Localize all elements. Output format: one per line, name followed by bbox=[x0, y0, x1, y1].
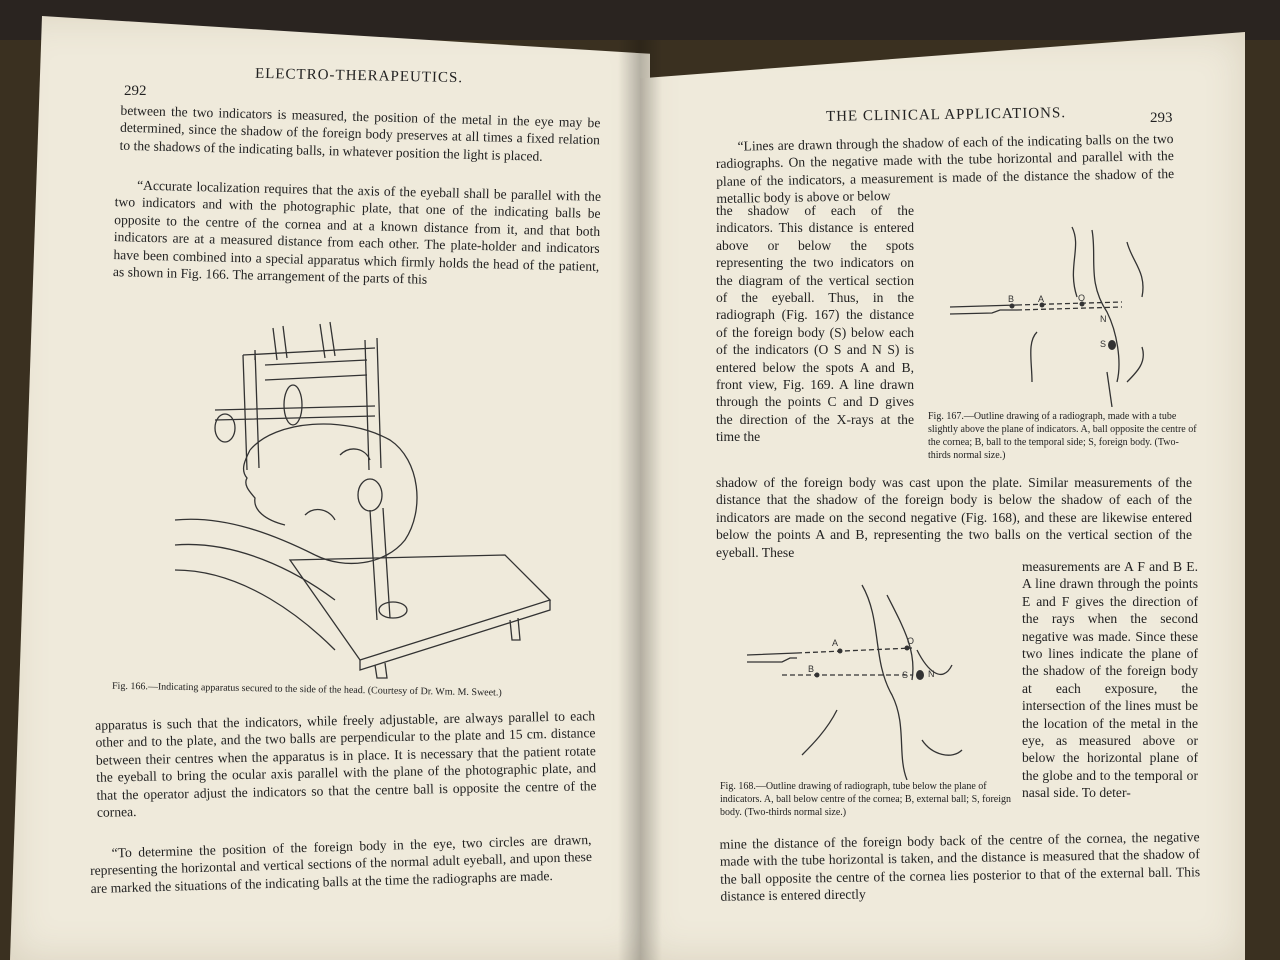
right-paragraph-1-narrow: the shadow of each of the indicators. This distance is entered above or below the spots representing the two indicators on the diagram of the vertical section of the eyeball. Thus, in the radiograph (Fig. 167) the distance of the foreign body (S) below each of the indicators (O S and N S) is entered below the spots A and B, front view, Fig. 169. A line drawn through the points C and D gives the direction of the X-rays at the time the bbox=[716, 203, 914, 445]
fig-167-caption: Fig. 167.—Outline drawing of a radiograph, made with a tube slightly above the plane of indicators. A, ball opposite the centre of the cornea; B, ball to the temporal side; S, foreign body. (Two-thirds normal size.) bbox=[928, 411, 1197, 461]
fig168-label-s: S bbox=[902, 670, 909, 680]
left-paragraph-3: apparatus is such that the indicators, while freely adjustable, are always parallel to each other and to the plate, and the two balls are perpendicular to the plate and 15 cm. distance between their centres when the apparatus is in place. It is necessary that the patient rotate the eyeball to bring the ocular axis parallel with the plane of the photographic plate, and that the operator adjust the indicators so that the centre ball is opposite the centre of the cornea. bbox=[95, 708, 597, 820]
left-paragraph-1: between the two indicators is measured, the position of the metal in the eye may be determined, since the shadow of the foreign body preserves at all times a fixed relation to the shadows of the indicating balls, in whatever position the light is placed. bbox=[119, 102, 601, 164]
right-paragraph-1-full: “Lines are drawn through the shadow of each of the indicating balls on the two radiographs. On the negative made with the tube horizontal and parallel with the plane of the indicators, a measurement is made of the distance the shadow of the metallic body is above or below bbox=[715, 131, 1175, 207]
fig167-label-o: O bbox=[1078, 293, 1086, 303]
fig167-label-n: N bbox=[1100, 314, 1107, 324]
fig-166-illustration bbox=[155, 320, 595, 685]
fig168-label-b: B bbox=[808, 664, 815, 674]
left-running-header: ELECTRO-THERAPEUTICS. bbox=[254, 65, 464, 87]
fig-167-illustration bbox=[942, 222, 1172, 412]
right-paragraph-3: mine the distance of the foreign body back of the centre of the cornea, the negative made with the tube horizontal is taken, and the distance is measured that the shadow of the ball opposite the centre of the cornea lies posterior to that of the external ball. This distance is entered directly bbox=[719, 829, 1201, 904]
fig167-label-a: A bbox=[1038, 294, 1045, 304]
right-paragraph-2-narrow: measurements are A F and B E. A line drawn through the points E and F gives the direction of the rays when the second negative was made. Since these two lines indicate the plane of the shadow of the foreign body at each exposure, the intersection of the lines must be the location of the metal in the eye, as measured above or below the horizontal plane of the globe and to the temporal or nasal side. To deter- bbox=[1022, 559, 1198, 801]
right-running-header: THE CLINICAL APPLICATIONS. bbox=[825, 105, 1067, 125]
fig-166-caption: Fig. 166.—Indicating apparatus secured to the side of the head. (Courtesy of Dr. Wm. M. Sweet.) bbox=[111, 680, 502, 699]
fig168-label-n: N bbox=[928, 669, 935, 679]
fig168-label-o: O bbox=[907, 636, 915, 646]
fig167-label-b: B bbox=[1008, 294, 1015, 304]
left-paragraph-2: “Accurate localization requires that the axis of the eyeball shall be parallel with the two indicators and with the photographic plate, that one of the indicating balls be opposite to the centre of the cornea and at a known distance from it, and that both indicators are at a measured distance from each other. The plate-holder and indicators have been combined into a special apparatus which firmly holds the head of the patient, as shown in Fig. 166. The arrangement of the parts of this bbox=[112, 177, 602, 287]
fig-168-illustration bbox=[742, 580, 992, 785]
right-page-number: 293 bbox=[1150, 110, 1173, 126]
left-page-number: 292 bbox=[124, 83, 147, 99]
right-paragraph-2-full: shadow of the foreign body was cast upon the plate. Similar measurements of the distance that the shadow of the foreign body is below the shadow of each of the indicators are made on the second negative (Fig. 168), and these are likewise entered below the points A and B, representing the two balls on the vertical section of the eyeball. These bbox=[716, 475, 1192, 560]
left-paragraph-4: “To determine the position of the foreign body in the eye, two circles are drawn, representing the horizontal and vertical sections of the normal adult eyeball, and upon these are marked the situations of the indicating balls at the time the radiographs are made. bbox=[89, 832, 593, 896]
book-gutter-shadow bbox=[618, 40, 662, 960]
fig-168-caption: Fig. 168.—Outline drawing of radiograph, tube below the plane of indicators. A, ball below centre of the cornea; B, external ball; S, foreign body. (Two-thirds normal size.) bbox=[720, 781, 1012, 818]
fig168-label-a: A bbox=[832, 638, 839, 648]
fig167-label-s: S bbox=[1100, 339, 1107, 349]
